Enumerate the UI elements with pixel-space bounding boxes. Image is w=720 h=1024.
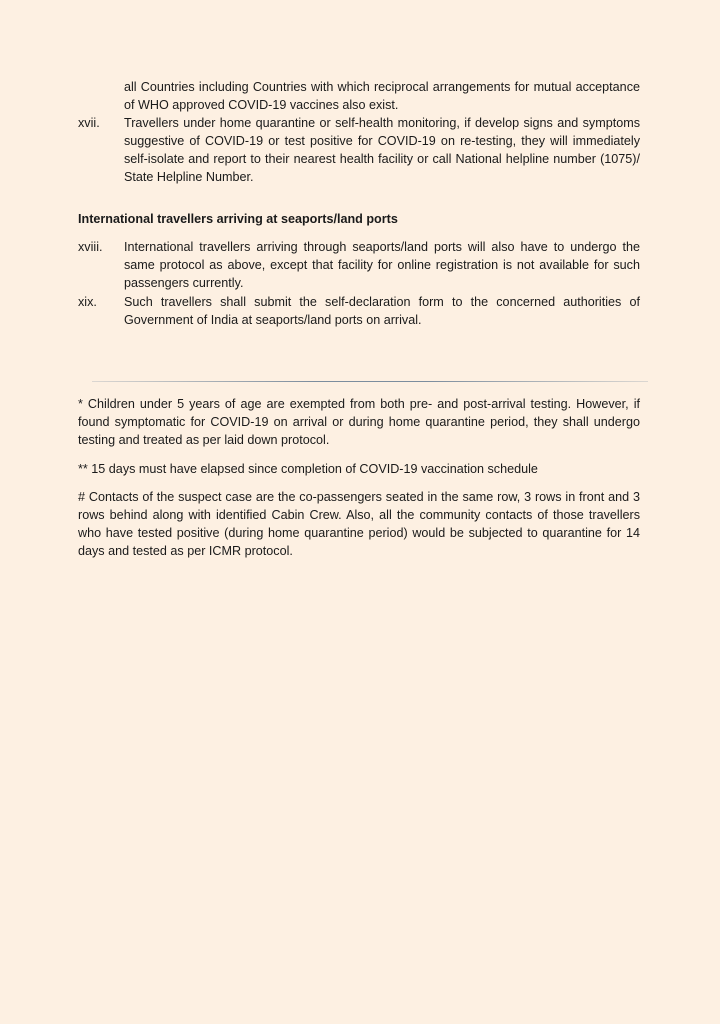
list-item-xvii: [78, 114, 640, 186]
item-number: xix.: [78, 295, 97, 309]
footnote-children: * Children under 5 years of age are exempted from both pre- and post-arrival testing. However, if found symptomatic for COVID-19 on arrival or during home quarantine period, they shall undergo testing and treated as per laid down protocol.: [78, 397, 640, 447]
footnote-divider: [92, 381, 648, 382]
section-heading: International travellers arriving at seaports/land ports: [78, 212, 398, 226]
footnote-contacts: # Contacts of the suspect case are the co-passengers seated in the same row, 3 rows in front and 3 rows behind along with identified Cabin Crew. Also, all the community contacts of those travellers who have tested positive (during home quarantine period) would be subjected to quarantine for 14 days and tested as per ICMR protocol.: [78, 490, 640, 558]
item-text: Such travellers shall submit the self-declaration form to the concerned authorities of Government of India at seaports/land ports on arrival.: [124, 295, 640, 327]
item-text: Travellers under home quarantine or self-health monitoring, if develop signs and symptoms suggestive of COVID-19 or test positive for COVID-19 on re-testing, they will immediately self-isolate and report to their nearest health facility or call National helpline number (1075)/ State Helpline Number.: [124, 116, 640, 184]
item-number: xvii.: [78, 116, 100, 130]
item-text: International travellers arriving through seaports/land ports will also have to undergo the same protocol as above, except that facility for online registration is not available for such passengers currently.: [124, 240, 640, 290]
continued-paragraph: all Countries including Countries with which reciprocal arrangements for mutual acceptance of WHO approved COVID-19 vaccines also exist.: [124, 80, 640, 112]
list-item-xix: [78, 293, 640, 329]
footnote-vaccination: ** 15 days must have elapsed since completion of COVID-19 vaccination schedule: [78, 462, 538, 476]
list-item-xviii: [78, 238, 640, 292]
item-number: xviii.: [78, 240, 103, 254]
